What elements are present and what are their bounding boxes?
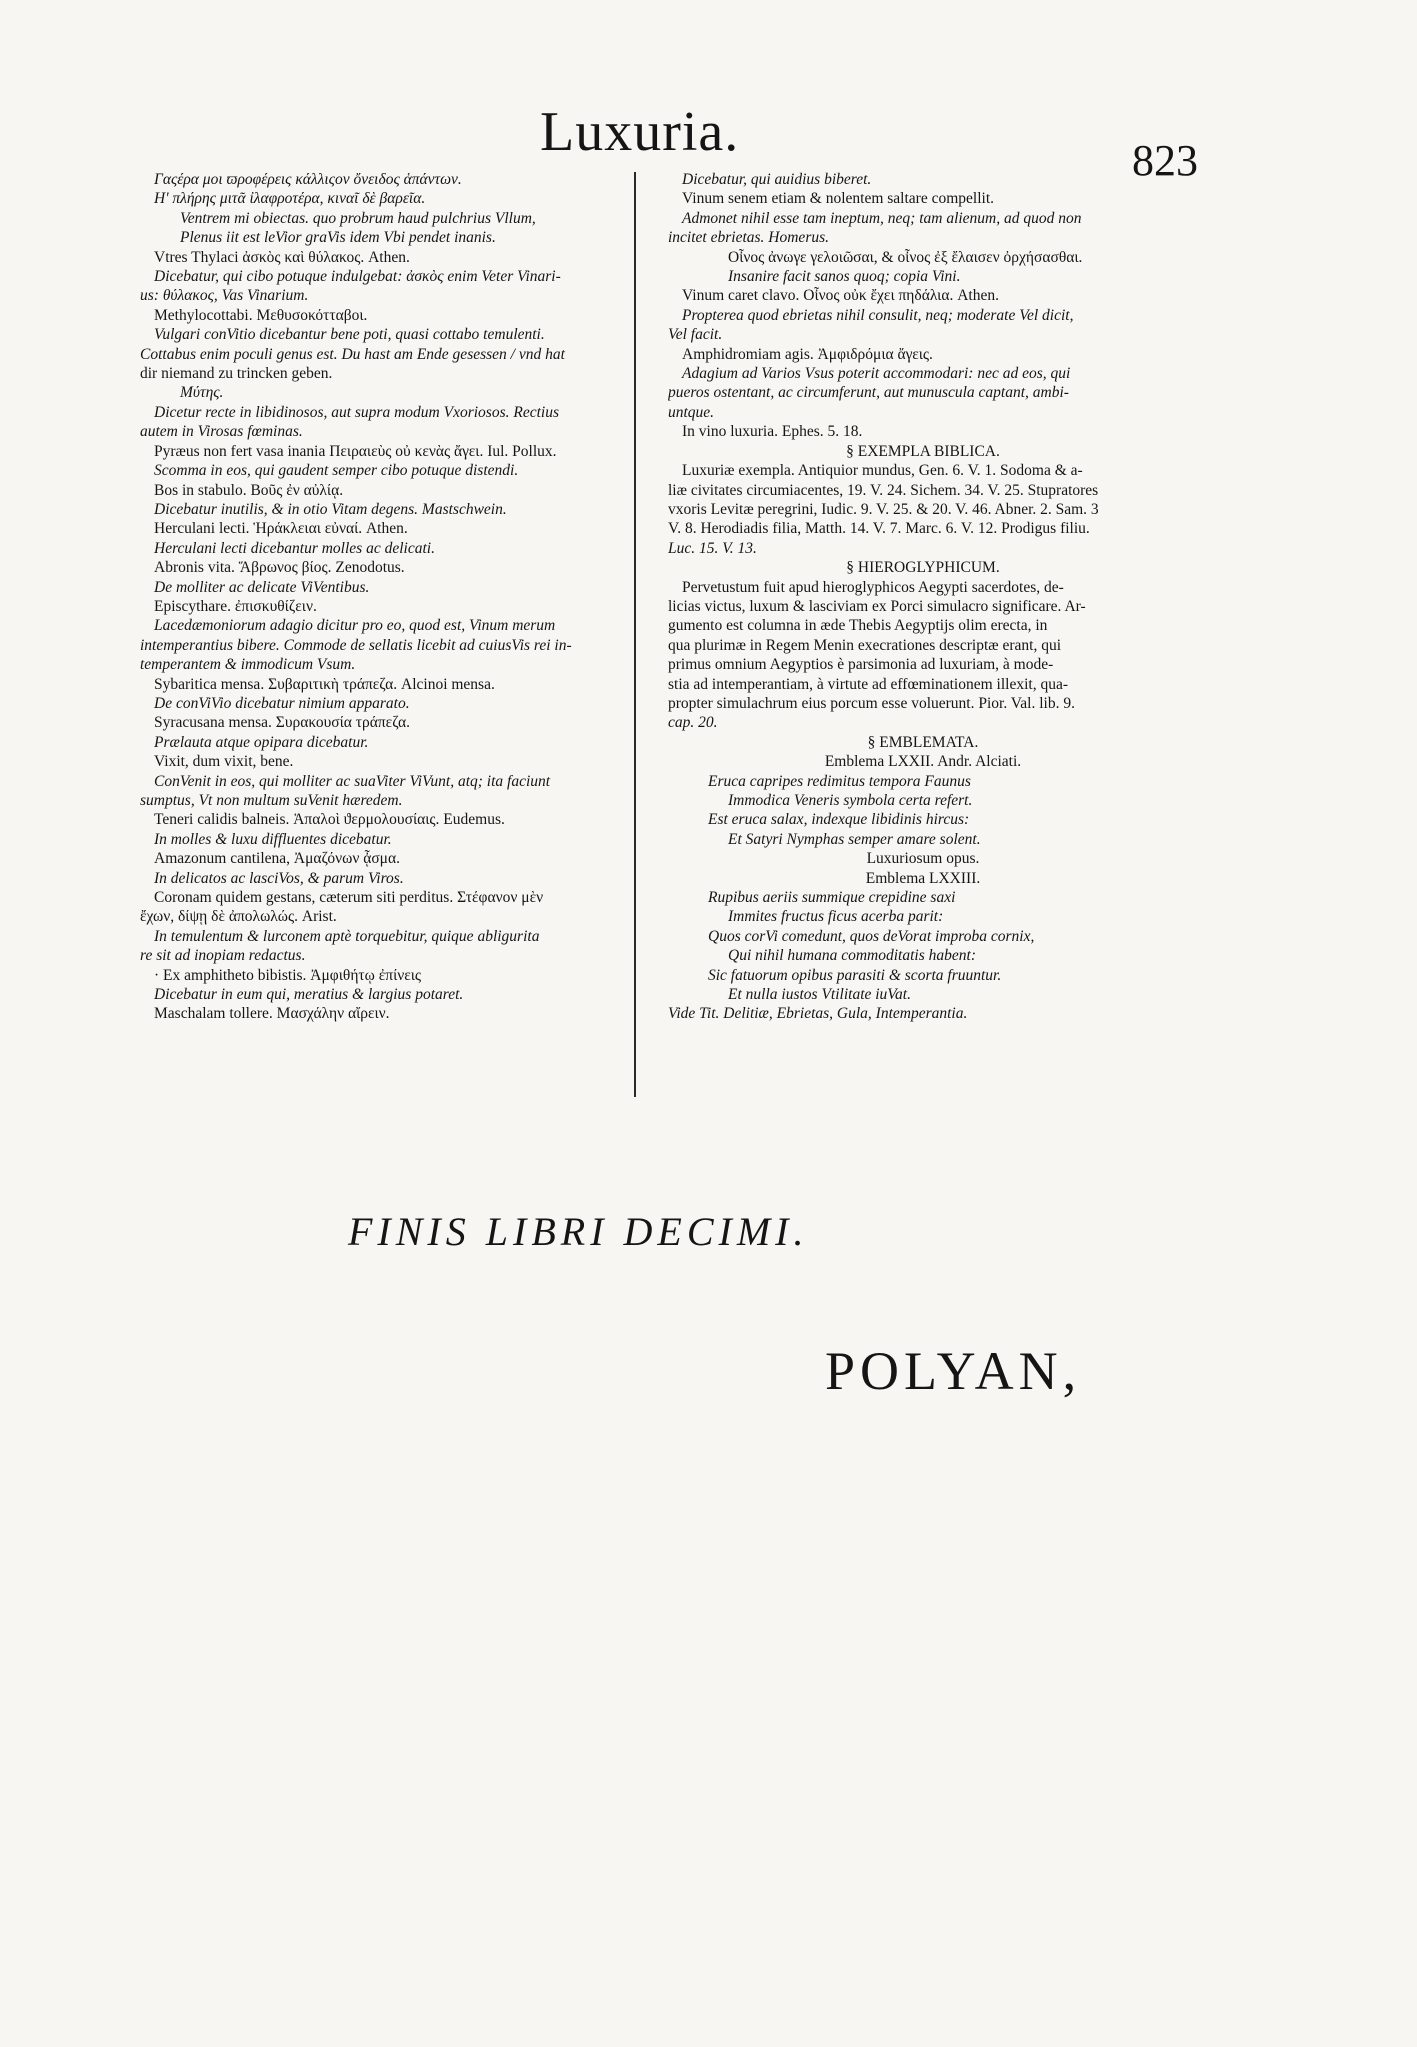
right-column-line: liæ civitates circumiacentes, 19. V. 24. Sichem. 34. V. 25. Stupratores [668,481,1099,499]
right-column-line: Qui nihil humana commoditatis habent: [728,947,976,965]
left-column-line: Cottabus enim poculi genus est. Du hast am Ende gesessen / vnd hat [140,345,565,363]
left-column-line: Pyræus non fert vasa inania Πειραιεὺς οὐ κενὰς ἄγει. Iul. Pollux. [154,442,557,460]
right-column-line: Est eruca salax, indexque libidinis hircus: [708,811,970,829]
right-column-line: qua plurimæ in Regem Menin execrationes descriptæ erant, qui [668,636,1061,654]
left-column-line: intemperantius bibere. Commode de sellatis licebit ad cuiusVis rei in- [140,636,572,654]
left-column-line: temperantem & immodicum Vsum. [140,656,356,674]
left-column-line: · Ex amphitheto bibistis. Ἀμφιθήτῳ ἐπίνεις [154,966,422,984]
right-column-line: Rupibus aeriis summique crepidine saxi [708,889,956,907]
left-column-line: dir niemand zu trincken geben. [140,365,333,383]
left-column-line: Teneri calidis balneis. Ἁπαλοὶ ϑερμολουσίαις. Eudemus. [154,811,505,829]
right-column-line: Vinum senem etiam & nolentem saltare compellit. [682,190,994,208]
right-column-line: Luc. 15. V. 13. [668,539,757,557]
right-column-line: § HIEROGLYPHICUM. [846,559,1000,577]
left-column-line: Maschalam tollere. Μασχάλην αἴρειν. [154,1005,390,1023]
left-column-line: Vixit, dum vixit, bene. [154,753,294,771]
left-column-line: ConVenit in eos, qui molliter ac suaViter ViVunt, atq; ita faciunt [154,772,551,790]
left-column-line: Abronis vita. Ἅβρωνος βίος. Zenodotus. [154,559,405,577]
right-column-line: Pervetustum fuit apud hieroglyphicos Aegypti sacerdotes, de- [682,578,1064,596]
right-column-line: vxoris Levitæ peregrini, Iudic. 9. V. 25. & 20. V. 46. Abner. 2. Sam. 3 [668,500,1099,518]
left-column-line: Amazonum cantilena, Ἀμαζόνων ᾆσμα. [154,850,400,868]
left-column-line: De molliter ac delicate ViVentibus. [154,578,370,596]
column-divider [634,172,636,1097]
left-column-line: Episcythare. ἐπισκυθίζειν. [154,597,317,615]
left-column-line: Syracusana mensa. Συρακουσία τράπεζα. [154,714,411,732]
right-column-line: Immites fructus ficus acerba parit: [728,908,944,926]
right-column-line: V. 8. Herodiadis filia, Matth. 14. V. 7. Marc. 6. V. 12. Prodigus filiu. [668,520,1090,538]
right-column-line: Eruca capripes redimitus tempora Faunus [708,772,971,790]
right-column-line: Οἶνος ἀνωγε γελοιῶσαι, & οἶνος ἐξ ἔλαισεν ὀρχήσασθαι. [728,248,1083,266]
right-column-line: Emblema LXXII. Andr. Alciati. [824,753,1022,771]
left-column [140,170,640,1024]
right-column-line: Admonet nihil esse tam ineptum, neq; tam alienum, ad quod non [682,209,1082,227]
left-column-line: Dicetur recte in libidinosos, aut supra modum Vxoriosos. Rectius [154,403,559,421]
left-column-line: us: θύλακος, Vas Vinarium. [140,287,309,305]
right-column-line: pueros ostentant, ac circumferunt, aut munuscula captant, ambi- [668,384,1069,402]
left-column-line: Dicebatur, qui cibo potuque indulgebat: ἀσκὸς enim Veter Vinari- [154,268,561,286]
left-column-line: De conViVio dicebatur nimium apparato. [154,694,410,712]
left-column-line: Plenus iit est leVior graVis idem Vbi pendet inanis. [180,229,496,247]
right-column-line: stia ad intemperantiam, à virtute ad effœminationem illexit, qua- [668,675,1069,693]
right-column-line: Luxuriosum opus. [866,850,980,868]
right-column-line: § EXEMPLA BIBLICA. [846,442,1000,460]
left-column-line: autem in Virosas fœminas. [140,423,303,441]
right-column-line: Dicebatur, qui auidius biberet. [682,171,872,188]
left-column-line: Dicebatur in eum qui, meratius & largius potaret. [154,986,464,1004]
left-column-line: Methylocottabi. Μεθυσοκότταβοι. [154,306,368,324]
right-column-line: Amphidromiam agis. Ἀμφιδρόμια ἄγεις. [682,345,933,363]
left-column-line: Scomma in eos, qui gaudent semper cibo potuque distendi. [154,462,519,480]
right-column-line: propter simulachrum eius porcum esse voluerunt. Pior. Val. lib. 9. [668,694,1075,712]
left-column-line: re sit ad inopiam redactus. [140,947,306,965]
left-column-line: In temulentum & lurconem aptè torquebitur, quique abligurita [154,927,540,945]
right-column [668,170,1238,1024]
right-column-line: cap. 20. [668,714,718,732]
right-column-line: primus omnium Aegyptios è parsimonia ad luxuriam, à mode- [668,656,1054,674]
left-column-line: Herculani lecti. Ἡράκλειαι εὐναί. Athen. [154,520,408,538]
page-number: 823 [1132,136,1198,185]
right-column-line: Et nulla iustos Vtilitate iuVat. [728,986,911,1004]
left-column-line: Μύτης. [180,384,224,402]
left-column-line: Dicebatur inutilis, & in otio Vitam degens. Mastschwein. [154,500,507,518]
right-column-line: Emblema LXXIII. [865,869,981,887]
right-column-line: Et Satyri Nymphas semper amare solent. [728,830,981,848]
left-column-line: Bos in stabulo. Βοῦς ἐν αὐλίᾳ. [154,481,344,499]
left-column-line: Vulgari conVitio dicebantur bene poti, quasi cottabo temulenti. [154,326,545,344]
left-column-line: Vtres Thylaci ἀσκὸς καὶ θύλακος. Athen. [154,248,410,266]
right-column-line: Sic fatuorum opibus parasiti & scorta fruuntur. [708,966,1002,984]
left-column-line: Prælauta atque opipara dicebatur. [154,733,369,751]
right-column-line: Insanire facit sanos quoq; copia Vini. [728,268,961,286]
colophon: FINIS LIBRI DECIMI. [348,1209,809,1254]
right-column-line: Immodica Veneris symbola certa refert. [728,792,973,809]
left-column-line: Herculani lecti dicebantur molles ac delicati. [154,539,435,557]
left-column-line: In delicatos ac lasciVos, & parum Viros. [154,869,404,887]
left-column-line: Sybaritica mensa. Συβαριτικὴ τράπεζα. Alcinoi mensa. [154,675,495,693]
page-title: Luxuria. [540,101,740,163]
left-column-line: Lacedæmoniorum adagio dicitur pro eo, quod est, Vinum merum [154,617,556,635]
right-column-line: Vide Tit. Delitiæ, Ebrietas, Gula, Intemperantia. [668,1005,968,1023]
left-column-line: sumptus, Vt non multum suVenit hæredem. [140,792,403,809]
left-column-line: Ventrem mi obiectas. quo probrum haud pulchrius Vllum, [180,209,536,227]
right-column-line: untque. [668,403,715,421]
left-column-line: Η' πλήρης μιτᾶ ἰλαφροτέρα, κιναῖ δὲ βαρεῖα. [154,190,426,208]
right-column-line: Propterea quod ebrietas nihil consulit, neq; moderate Vel dicit, [682,306,1074,324]
right-column-line: § EMBLEMATA. [867,733,979,751]
right-column-line: In vino luxuria. Ephes. 5. 18. [682,423,863,441]
left-column-line: In molles & luxu diffluentes dicebatur. [154,830,392,848]
right-column-line: Vel facit. [668,326,723,344]
right-column-line: incitet ebrietas. Homerus. [668,229,830,247]
right-column-line: Vinum caret clavo. Οἶνος οὐκ ἔχει πηδάλια. Athen. [682,287,999,305]
left-column-line: Γαςέρα μοι ϖροφέρεις κάλλιςον ὄνειδος ἁπάντων. [154,171,462,188]
right-column-line: gumento est columna in æde Thebis Aegyptijs olim erecta, in [668,617,1048,635]
right-column-line: licias victus, luxum & lasciviam ex Porci simulacro significare. Ar- [668,597,1086,615]
right-column-line: Luxuriæ exempla. Antiquior mundus, Gen. 6. V. 1. Sodoma & a- [682,462,1083,480]
right-column-line: Quos corVi comedunt, quos deVorat improba cornix, [708,927,1035,945]
catchword: POLYAN, [825,1341,1082,1401]
left-column-line: ἔχων, δίψῃ δὲ ἀπολωλώς. Arist. [140,908,337,926]
right-column-line: Adagium ad Varios Vsus poterit accommodari: nec ad eos, qui [682,365,1071,383]
left-column-line: Coronam quidem gestans, cæterum siti perditus. Στέφανον μὲν [154,889,544,907]
